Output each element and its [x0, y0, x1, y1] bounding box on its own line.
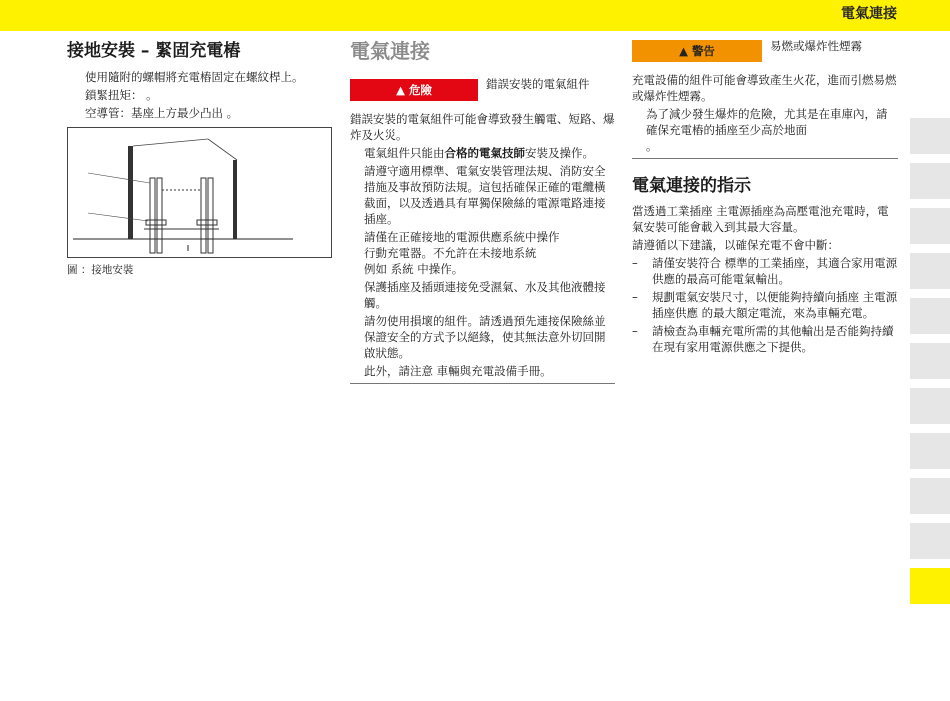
instruction-standards: 請遵守適用標準、電氣安裝管理法規、消防安全措施及事故預防法規。這包括確保正確的電纜橫截面，以及透過具有單獨保險絲的電源電路連接插座。 [364, 164, 606, 226]
header-bar [0, 0, 950, 31]
warning-notice [632, 40, 898, 62]
divider [632, 158, 898, 159]
text-line: 例如 系統 中操作。 [364, 262, 464, 276]
list-item-text: 規劃電氣安裝尺寸，以便能夠持續向插座 主電源插座供應 的最大額定電流，來為車輛充電。 [652, 290, 898, 320]
instruction-manual: 此外，請注意 車輛與充電設備手冊。 [364, 364, 552, 378]
list-item-text: 請檢查為車輛充電所需的其他輸出是否能夠持續在現有家用電源供應之下提供。 [652, 324, 894, 354]
diagram-drawing [68, 128, 331, 257]
ground-install-heading: 接地安裝 – 緊固充電樁 [67, 41, 241, 61]
warning-badge [632, 40, 762, 62]
left-column [67, 40, 332, 278]
warning-instruction [632, 106, 898, 154]
chapter-tab[interactable] [910, 523, 950, 559]
text-line: 空導管：基座上方最少凸出 。 [85, 106, 239, 120]
ground-install-diagram [67, 127, 332, 258]
connection-instructions-heading: 電氣連接的指示 [632, 176, 751, 196]
instruction-qualified [350, 145, 615, 161]
figure-caption: 圖 ：接地安裝 [67, 264, 134, 276]
middle-column [350, 40, 615, 384]
text-line: 。 [646, 139, 658, 153]
warning-title: 易燃或爆炸性煙霧 [770, 39, 862, 53]
text-line: 為了減少發生爆炸的危險，尤其是在車庫內，請確保充電樁的插座至少高於地面 [646, 107, 888, 137]
text-line: 行動充電器。不允許在未接地系統 [364, 246, 537, 260]
danger-title: 錯誤安裝的電氣組件 [486, 77, 590, 91]
chapter-tab[interactable] [910, 478, 950, 514]
dash-bullet: – [632, 256, 638, 270]
instructions-lead: 請遵循以下建議，以確保充電不會中斷： [632, 238, 839, 252]
instruction-damaged: 請勿使用損壞的組件。請透過預先連接保險絲並保證安全的方式予以絕緣，使其無法意外切回開啟狀態。 [364, 314, 606, 360]
text-span: 安裝及操作。 [525, 146, 594, 160]
danger-label: 危險 [408, 83, 432, 97]
divider [350, 383, 615, 384]
chapter-tab[interactable] [910, 118, 950, 154]
chapter-tab[interactable] [910, 163, 950, 199]
warning-label: 警告 [691, 44, 715, 58]
list-item [632, 323, 898, 355]
instruction-moisture: 保護插座及插頭連接免受濕氣、水及其他液體接觸。 [364, 280, 606, 310]
section-title: 電氣連接 [841, 6, 897, 22]
chapter-tab[interactable] [910, 253, 950, 289]
instructions-intro: 當透過工業插座 主電源插座為高壓電池充電時，電氣安裝可能會載入到其最大容量。 [632, 204, 889, 234]
recommendation-list [632, 255, 898, 355]
chapter-tab[interactable] [910, 298, 950, 334]
warning-triangle-icon: ▲ [679, 44, 688, 58]
text-span: 電氣組件只能由 [364, 146, 445, 160]
list-item-text: 請僅安裝符合 標準的工業插座，其適合家用電源供應的最高可能電氣輸出。 [652, 256, 898, 286]
electrical-connection-heading: 電氣連接 [350, 39, 430, 63]
chapter-tab[interactable] [910, 433, 950, 469]
text-line: 請僅在正確接地的電源供應系統中操作 [364, 230, 560, 244]
chapter-tab[interactable] [910, 343, 950, 379]
dash-bullet: – [632, 324, 638, 338]
chapter-tab[interactable] [910, 388, 950, 424]
danger-notice [350, 76, 615, 101]
text-line: 鎖緊扭矩： 。 [85, 88, 158, 102]
text-line: 使用隨附的螺帽將充電樁固定在螺紋桿上。 [85, 70, 304, 84]
chapter-tabs [910, 118, 950, 613]
danger-intro: 錯誤安裝的電氣組件可能會導致發生觸電、短路、爆炸及火災。 [350, 112, 615, 142]
warning-triangle-icon: ▲ [396, 83, 405, 97]
instruction-grounded [350, 229, 615, 277]
danger-badge [350, 79, 478, 101]
dash-bullet: – [632, 290, 638, 304]
chapter-tab[interactable] [910, 208, 950, 244]
bold-text: 合格的電氣技師 [444, 146, 525, 160]
right-column [632, 40, 898, 357]
warning-text: 充電設備的組件可能會導致產生火花，進而引燃易燃或爆炸性煙霧。 [632, 73, 897, 103]
chapter-tab-active[interactable] [910, 568, 950, 604]
list-item [632, 255, 898, 287]
list-item [632, 289, 898, 321]
